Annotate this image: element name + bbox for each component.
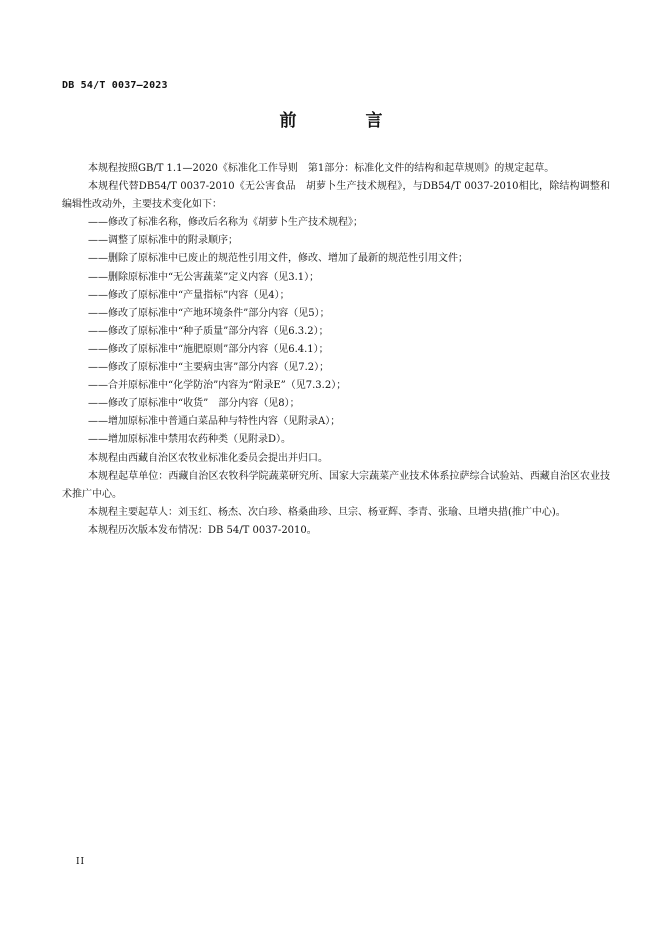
change-item: ——增加原标准中普通白菜品种与特性内容（见附录A）； [88, 416, 341, 428]
standard-code-header: DB 54/T 0037—2023 [62, 80, 168, 91]
change-item: ——调整了原标准中的附录顺序； [88, 235, 238, 247]
change-item: ——修改了原标准中“施肥原则”部分内容（见6.4.1）； [88, 343, 329, 355]
paragraph-drafting-basis: 本规程按照GB/T 1.1—2020《标准化工作导则 第1部分：标准化文件的结构和起草规则》的规定起草。 [88, 163, 555, 174]
paragraph-proposer: 本规程由西藏自治区农牧业标准化委员会提出并归口。 [88, 452, 328, 464]
change-item: ——修改了标准名称，修改后名称为《胡萝卜生产技术规程》； [88, 217, 363, 229]
change-item: ——修改了原标准中“种子质量”部分内容（见6.3.2）； [88, 325, 329, 337]
change-item: ——删除了原标准中已废止的规范性引用文件，修改、增加了最新的规范性引用文件； [88, 253, 468, 265]
change-item: ——删除原标准中“无公害蔬菜”定义内容（见3.1）； [88, 271, 320, 283]
page-number: II [76, 857, 86, 867]
foreword-body [62, 160, 610, 540]
page-title: 前 言 [279, 111, 409, 131]
paragraph-replacement: 本规程代替DB54/T 0037-2010《无公害食品 胡萝卜生产技术规程》，与DB54/T 0037-2010相比，除结构调整和编辑性改动外，主要技术变化如下： [62, 181, 610, 211]
changes-list [62, 214, 610, 449]
change-item: ——修改了原标准中“主要病虫害”部分内容（见7.2）； [88, 362, 330, 374]
change-item: ——修改了原标准中“收货” 部分内容（见8）； [88, 398, 300, 410]
change-item: ——修改了原标准中“产地环境条件”部分内容（见5）； [88, 307, 330, 319]
paragraph-version-history: 本规程历次版本发布情况：DB 54/T 0037-2010。 [88, 524, 317, 536]
paragraph-drafters: 本规程主要起草人：刘玉红、杨杰、次白珍、格桑曲珍、旦宗、杨亚辉、李青、张瑜、旦增央措(推广中心)。 [88, 506, 566, 518]
paragraph-drafting-units: 本规程起草单位：西藏自治区农牧科学院蔬菜研究所、国家大宗蔬菜产业技术体系拉萨综合试验站、西藏自治区农业技术推广中心。 [62, 470, 610, 500]
change-item: ——修改了原标准中“产量指标”内容（见4）； [88, 289, 290, 301]
change-item: ——合并原标准中“化学防治”内容为“附录E”（见7.3.2）； [88, 380, 347, 392]
change-item: ——增加原标准中禁用农药种类（见附录D）。 [88, 434, 292, 446]
